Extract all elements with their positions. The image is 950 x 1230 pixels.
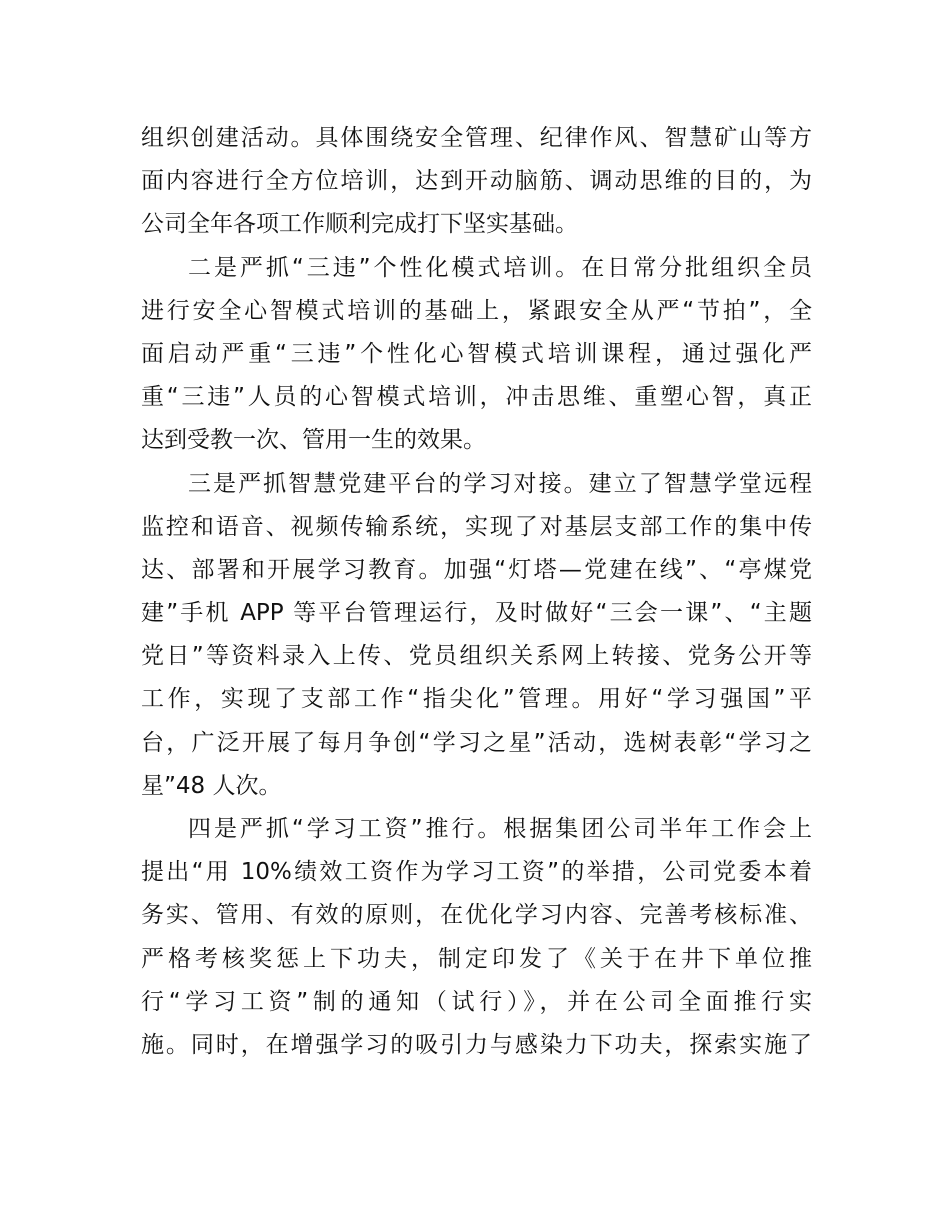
text-line: 二是严抓“三违”个性化模式培训。在日常分批组织全员: [188, 254, 812, 281]
text-line: 台，广泛开展了每月争创“学习之星”活动，选树表彰“学习之: [141, 729, 812, 756]
text-line: 施。同时，在增强学习的吸引力与感染力下功夫，探索实施了: [141, 1031, 812, 1058]
paragraph-2: [141, 247, 812, 463]
text-line: 建”手机 APP 等平台管理运行，及时做好“三会一课”、“主题: [141, 600, 812, 627]
text-line: 组织创建活动。具体围绕安全管理、纪律作风、智慧矿山等方: [141, 125, 812, 151]
text-line: 重“三违”人员的心智模式培训，冲击思维、重塑心智，真正: [141, 384, 812, 411]
paragraph-4: [141, 808, 812, 1067]
text-line: 面内容进行全方位培训，达到开动脑筋、调动思维的目的，为: [141, 168, 812, 195]
text-line: 达到受教一次、管用一生的效果。: [141, 427, 486, 454]
text-line: 工作，实现了支部工作“指尖化”管理。用好“学习强国”平: [141, 686, 812, 713]
text-line: 星”48 人次。: [141, 772, 282, 799]
text-line: 公司全年各项工作顺利完成打下坚实基础。: [141, 211, 578, 238]
document-page: [141, 117, 812, 1067]
text-line: 四是严抓“学习工资”推行。根据集团公司半年工作会上: [188, 816, 812, 842]
paragraph-3: [141, 463, 812, 809]
text-line: 严格考核奖惩上下功夫，制定印发了《关于在井下单位推: [141, 945, 812, 972]
text-line: 务实、管用、有效的原则，在优化学习内容、完善考核标准、: [141, 902, 812, 929]
text-line: 党日”等资料录入上传、党员组织关系网上转接、党务公开等: [141, 643, 812, 670]
text-line: 行“学习工资”制的通知（试行）》，并在公司全面推行实: [141, 988, 812, 1015]
text-line: 三是严抓智慧党建平台的学习对接。建立了智慧学堂远程: [188, 470, 812, 497]
text-line: 面启动严重“三违”个性化心智模式培训课程，通过强化严: [141, 340, 812, 367]
text-line: 达、部署和开展学习教育。加强“灯塔—党建在线”、“亭煤党: [141, 556, 812, 583]
paragraph-1: [141, 117, 812, 247]
text-line: 进行安全心智模式培训的基础上，紧跟安全从严“节拍”，全: [141, 297, 812, 324]
text-line: 提出“用 10%绩效工资作为学习工资”的举措，公司党委本着: [141, 859, 812, 886]
text-line: 监控和语音、视频传输系统，实现了对基层支部工作的集中传: [141, 513, 812, 540]
